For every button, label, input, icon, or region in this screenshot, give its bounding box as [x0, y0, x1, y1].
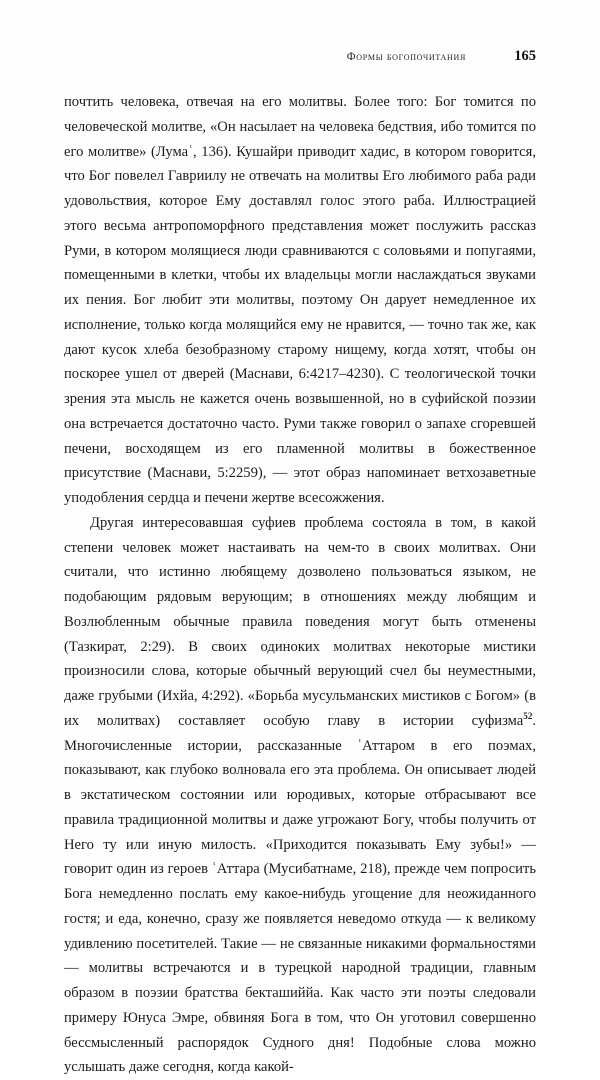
- page-number: 165: [514, 48, 536, 64]
- body-text-column: [64, 90, 536, 1080]
- paragraph-2-text-before-footnote: Другая интересовавшая суфиев проблема состояла в том, в какой степени человек может настаивать на чем-то в своих молитвах. Они считали, что истинно любящему дозволено пользоваться языком, не подобающим рядовым верующим; в отношениях между любящим и Возлюбленным обычные правила поведения могут быть отменены (Тазкират, 2:29). В своих одиноких молитвах некоторые мистики произносили слова, которые обычный верующий счел бы неуместными, даже грубыми (Ихйа, 4:292). «Борьба мусульманских мистиков с Богом» (в их молитвах) составляет особую главу в истории суфизма: [64, 514, 536, 729]
- running-head-title: Формы богопочитания: [346, 51, 466, 63]
- paragraph-2: [64, 511, 536, 1080]
- footnote-reference-52[interactable]: 52: [523, 710, 533, 721]
- paragraph-1: почтить человека, отвечая на его молитвы. Более того: Бог томится по человеческой молитве, «Он насылает на человека бедствия, ибо томится по его молитве» (Лумаʿ, 136). Кушайри приводит хадис, в котором говорится, что Бог повелел Гавриилу не отвечать на молитвы Его любимого раба ради удовольствия, которое Ему доставлял голос этого раба. Иллюстрацией этого весьма антропоморфного представления может послужить рассказ Руми, в котором молящиеся люди сравниваются с соловьями и попугаями, помещенными в клетки, чтобы их владельцы могли наслаждаться звуками их пения. Бог любит эти молитвы, поэтому Он дарует немедленное их исполнение, только когда молящийся ему не нравится, — точно так же, как дают кусок хлеба безобразному старому нищему, когда хотят, чтобы он поскорее ушел от дверей (Маснави, 6:4217–4230). С теологической точки зрения эта мысль не кажется очень возвышенной, но в суфийской поэзии она встречается достаточно часто. Руми также говорил о запахе сгоревшей печени, восходящем из его пламенной молитвы в божественное присутствие (Маснави, 5:2259), — этот образ напоминает ветхозаветные уподобления сердца и печени жертве всесожжения.: [64, 94, 536, 506]
- running-head: [64, 48, 536, 70]
- paragraph-2-text-after-footnote: . Многочисленные истории, рассказанные ʿАттаром в его поэмах, показывают, как глубоко волновала его эта проблема. Он описывает людей в экстатическом состоянии или юродивых, которые отбрасывают все правила традиционной молитвы и даже угрожают Богу, чтобы получить от Него ту или иную милость. «Приходится показывать Ему зубы!» — говорит один из героев ʿАттара (Мусибатнаме, 218), прежде чем попросить Бога немедленно послать ему какое-нибудь угощение для неожиданного гостя; и еда, конечно, сразу же появляется неведомо откуда — к великому удивлению посетителей. Такие — не связанные никакими формальностями — молитвы встречаются и в турецкой народной традиции, главным образом в поэзии братства бекташиййа. Как часто эти поэты следовали примеру Юнуса Эмре, обвиняя Бога в том, что Он уготовил совершенно бессмысленный распорядок Судного дня! Подобные слова можно услышать даже сегодня, когда какой-: [64, 712, 536, 1076]
